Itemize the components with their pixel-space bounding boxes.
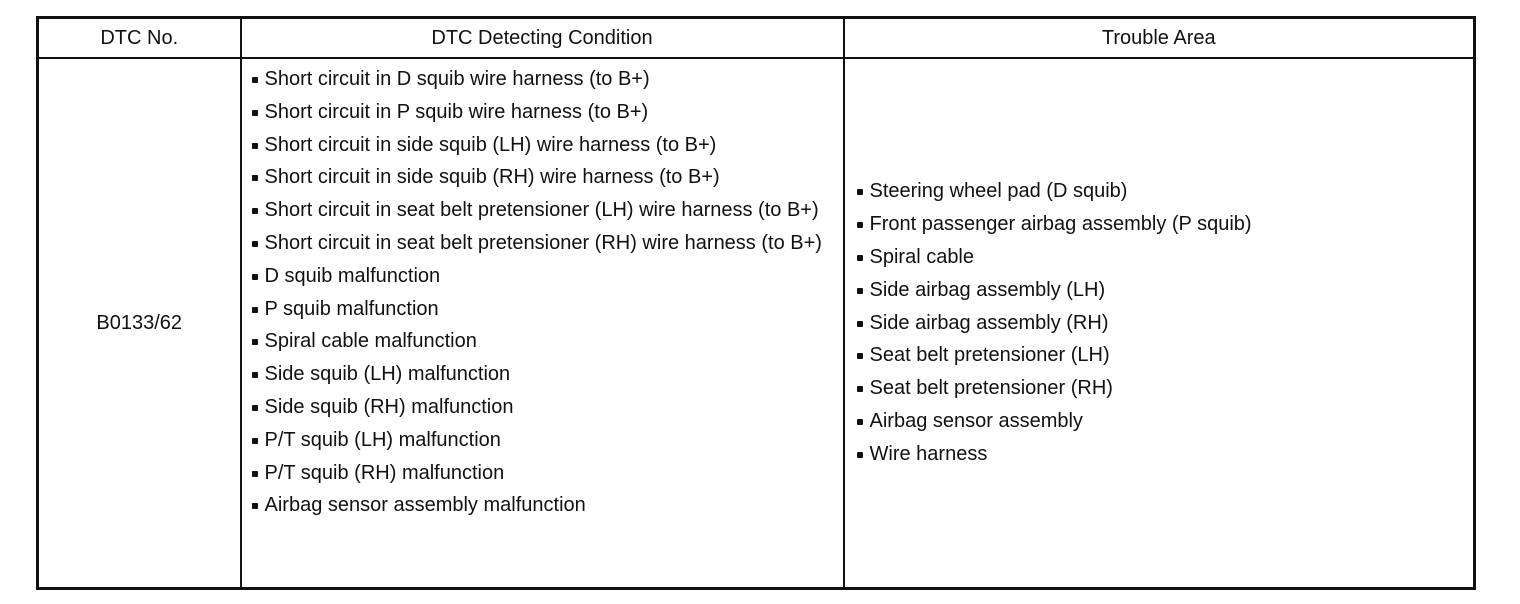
list-item bbox=[252, 63, 835, 96]
trouble-area-list bbox=[857, 175, 1466, 470]
list-item bbox=[252, 293, 835, 326]
list-item bbox=[252, 489, 835, 522]
list-item bbox=[252, 424, 835, 457]
condition-text: D squib malfunction bbox=[264, 264, 441, 287]
dtc-table bbox=[36, 16, 1476, 590]
trouble-area-text: Seat belt pretensioner (LH) bbox=[869, 344, 1110, 367]
condition-text: Short circuit in side squib (RH) wire harness (to B+) bbox=[264, 166, 720, 189]
condition-text: Short circuit in seat belt pretensioner (LH) wire harness (to B+) bbox=[264, 199, 819, 222]
list-item bbox=[857, 339, 1466, 372]
trouble-area-text: Spiral cable bbox=[869, 246, 975, 268]
list-item bbox=[857, 438, 1466, 471]
list-item bbox=[252, 260, 835, 293]
trouble-area-text: Steering wheel pad (D squib) bbox=[869, 180, 1128, 203]
list-item bbox=[252, 129, 835, 162]
condition-text: Spiral cable malfunction bbox=[264, 330, 477, 353]
list-item bbox=[857, 307, 1466, 340]
condition-text: Short circuit in D squib wire harness (to B+) bbox=[264, 68, 650, 90]
condition-list bbox=[252, 63, 835, 522]
condition-text: Side squib (RH) malfunction bbox=[264, 395, 514, 418]
condition-text: Airbag sensor assembly malfunction bbox=[264, 494, 586, 517]
header-dtc-no: DTC No. bbox=[38, 18, 241, 59]
condition-text: Short circuit in seat belt pretensioner (RH) wire harness (to B+) bbox=[264, 231, 822, 254]
list-item bbox=[252, 325, 835, 358]
trouble-area-text: Side airbag assembly (RH) bbox=[869, 311, 1109, 334]
list-item bbox=[252, 161, 835, 194]
condition-text: Short circuit in side squib (LH) wire harness (to B+) bbox=[264, 133, 717, 156]
trouble-area-text: Seat belt pretensioner (RH) bbox=[869, 377, 1113, 400]
trouble-area-text: Airbag sensor assembly bbox=[869, 409, 1083, 432]
list-item bbox=[857, 175, 1466, 208]
list-item bbox=[857, 274, 1466, 307]
condition-text: P squib malfunction bbox=[264, 297, 439, 320]
dtc-number-cell: B0133/62 bbox=[38, 58, 241, 589]
list-item bbox=[252, 358, 835, 391]
trouble-area-text: Front passenger airbag assembly (P squib) bbox=[869, 213, 1252, 236]
detecting-condition-cell bbox=[241, 58, 844, 589]
list-item bbox=[252, 457, 835, 490]
condition-text: P/T squib (LH) malfunction bbox=[264, 428, 501, 451]
list-item bbox=[857, 208, 1466, 241]
trouble-area-text: Wire harness bbox=[869, 442, 988, 465]
condition-text: P/T squib (RH) malfunction bbox=[264, 461, 505, 484]
list-item bbox=[252, 96, 835, 129]
condition-text: Side squib (LH) malfunction bbox=[264, 363, 511, 386]
list-item bbox=[252, 227, 835, 260]
header-row bbox=[38, 18, 1475, 59]
list-item bbox=[857, 405, 1466, 438]
header-trouble-area: Trouble Area bbox=[844, 18, 1475, 59]
table-row bbox=[38, 58, 1475, 589]
header-detecting-condition: DTC Detecting Condition bbox=[241, 18, 844, 59]
list-item bbox=[857, 241, 1466, 274]
trouble-area-cell bbox=[844, 58, 1475, 589]
trouble-area-text: Side airbag assembly (LH) bbox=[869, 278, 1106, 301]
list-item bbox=[857, 372, 1466, 405]
list-item bbox=[252, 391, 835, 424]
condition-text: Short circuit in P squib wire harness (to B+) bbox=[264, 100, 649, 123]
list-item bbox=[252, 194, 835, 227]
